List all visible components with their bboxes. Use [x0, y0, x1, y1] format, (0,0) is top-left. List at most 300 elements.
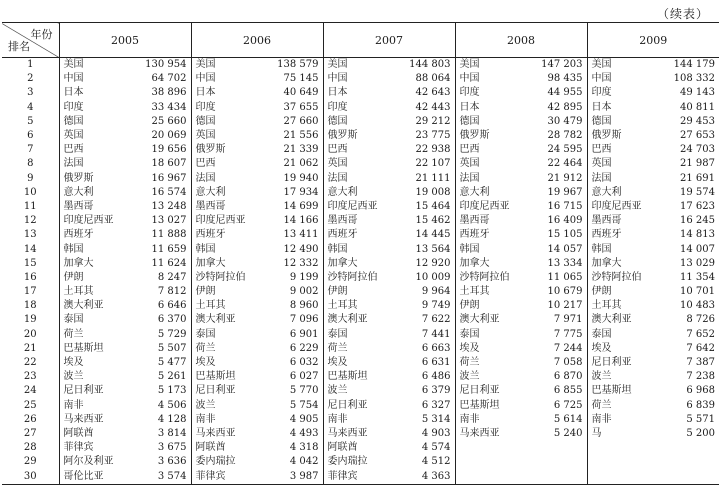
country-cell: 澳大利亚 — [455, 313, 531, 327]
country-cell: 美国 — [323, 58, 399, 73]
value-cell: 6 370 — [157, 314, 187, 326]
country-cell: 中国 — [59, 72, 135, 86]
value-cell: 7 244 — [553, 342, 583, 354]
country-cell: 荷兰 — [587, 399, 663, 413]
value-cell — [531, 441, 587, 455]
value-cell: 5 754 — [289, 399, 319, 411]
rank-cell: 28 — [23, 442, 37, 454]
rank-cell: 14 — [23, 243, 37, 255]
value-cell: 4 512 — [421, 456, 451, 468]
country-cell: 日本 — [191, 86, 267, 100]
rank-cell: 24 — [23, 385, 37, 397]
value-cell: 5 614 — [553, 413, 583, 425]
country-cell: 马来西亚 — [59, 413, 135, 427]
country-cell: 埃及 — [455, 342, 531, 356]
value-cell: 10 701 — [680, 286, 715, 298]
value-cell: 17 934 — [283, 186, 319, 198]
rank-cell: 11 — [23, 200, 37, 212]
year-header-2007: 2007 — [323, 23, 455, 58]
value-cell: 24 703 — [680, 144, 715, 156]
value-cell: 28 782 — [547, 130, 583, 142]
country-cell: 俄罗斯 — [59, 172, 135, 186]
country-cell: 荷兰 — [323, 342, 399, 356]
value-cell: 42 443 — [415, 101, 451, 113]
country-cell: 巴西 — [455, 143, 531, 157]
country-cell: 澳大利亚 — [323, 313, 399, 327]
value-cell: 144 179 — [673, 59, 715, 71]
value-cell: 130 954 — [145, 59, 187, 71]
value-cell — [663, 469, 719, 484]
country-cell: 英国 — [323, 157, 399, 171]
country-cell: 美国 — [455, 58, 531, 73]
value-cell: 40 811 — [680, 101, 715, 113]
value-cell: 7 238 — [686, 371, 715, 383]
value-cell: 22 938 — [415, 144, 451, 156]
value-cell: 16 574 — [151, 186, 187, 198]
country-cell: 印度 — [587, 86, 663, 100]
table-row — [2, 214, 719, 228]
country-cell: 美国 — [59, 58, 135, 73]
table-row — [2, 370, 719, 384]
country-cell: 南非 — [455, 413, 531, 427]
value-cell: 12 920 — [415, 257, 451, 269]
value-cell — [531, 455, 587, 469]
country-cell: 埃及 — [59, 356, 135, 370]
value-cell: 6 032 — [289, 357, 319, 369]
value-cell: 13 248 — [151, 200, 187, 212]
country-cell: 西班牙 — [455, 228, 531, 242]
value-cell — [663, 455, 719, 469]
value-cell: 10 483 — [680, 300, 715, 312]
country-cell: 伊朗 — [191, 285, 267, 299]
country-cell: 印度尼西亚 — [191, 214, 267, 228]
value-cell: 5 571 — [686, 413, 715, 425]
country-cell: 阿联酋 — [59, 427, 135, 441]
rank-cell: 25 — [23, 399, 37, 411]
diagonal-header-cell — [2, 23, 59, 58]
country-cell: 荷兰 — [191, 342, 267, 356]
country-cell: 巴基斯坦 — [323, 370, 399, 384]
value-cell: 4 318 — [289, 442, 319, 454]
value-cell: 21 912 — [547, 172, 583, 184]
country-cell: 加拿大 — [191, 257, 267, 271]
value-cell: 147 203 — [541, 59, 583, 71]
value-cell: 5 507 — [157, 342, 187, 354]
value-cell: 9 199 — [289, 271, 319, 283]
table-row — [2, 257, 719, 271]
country-cell: 波兰 — [59, 370, 135, 384]
value-cell: 22 464 — [547, 158, 583, 170]
country-cell: 意大利 — [191, 186, 267, 200]
table-row — [2, 186, 719, 200]
value-cell: 8 726 — [686, 314, 715, 326]
value-cell: 7 096 — [289, 314, 319, 326]
country-cell: 巴西 — [191, 157, 267, 171]
table-row — [2, 115, 719, 129]
country-cell: 德国 — [587, 115, 663, 129]
country-cell: 西班牙 — [323, 228, 399, 242]
table-row — [2, 157, 719, 171]
country-cell: 委内瑞拉 — [323, 455, 399, 469]
value-cell: 15 105 — [547, 229, 583, 241]
value-cell: 7 652 — [686, 328, 715, 340]
rank-cell: 13 — [23, 229, 37, 241]
country-cell: 法国 — [587, 172, 663, 186]
value-cell: 88 064 — [415, 73, 451, 85]
value-cell: 44 955 — [547, 87, 583, 99]
value-cell: 6 901 — [289, 328, 319, 340]
year-header-2006: 2006 — [191, 23, 323, 58]
country-cell: 韩国 — [59, 242, 135, 256]
value-cell: 17 623 — [680, 200, 715, 212]
country-cell: 巴西 — [587, 143, 663, 157]
country-cell: 印度尼西亚 — [587, 200, 663, 214]
value-cell: 14 057 — [547, 243, 583, 255]
country-cell: 日本 — [59, 86, 135, 100]
country-cell: 英国 — [587, 157, 663, 171]
country-cell: 墨西哥 — [587, 214, 663, 228]
country-cell: 中国 — [455, 72, 531, 86]
value-cell: 21 111 — [415, 172, 451, 184]
rank-cell: 27 — [23, 427, 37, 439]
value-cell — [663, 441, 719, 455]
value-cell: 19 574 — [680, 186, 715, 198]
rank-cell: 12 — [23, 215, 37, 227]
year-header-2005: 2005 — [59, 23, 191, 58]
country-cell: 加拿大 — [59, 257, 135, 271]
value-cell: 4 493 — [289, 427, 319, 439]
country-cell: 英国 — [455, 157, 531, 171]
value-cell: 7 622 — [421, 314, 451, 326]
value-cell: 6 327 — [421, 399, 451, 411]
value-cell: 5 477 — [157, 357, 187, 369]
country-cell: 中国 — [191, 72, 267, 86]
value-cell: 12 332 — [283, 257, 319, 269]
value-cell: 14 699 — [283, 200, 319, 212]
country-cell: 墨西哥 — [323, 214, 399, 228]
value-cell: 14 007 — [680, 243, 715, 255]
value-cell: 6 646 — [157, 300, 187, 312]
country-cell: 哥伦比亚 — [59, 469, 135, 484]
value-cell: 11 659 — [151, 243, 187, 255]
value-cell: 7 387 — [686, 357, 715, 369]
country-cell: 德国 — [59, 115, 135, 129]
rank-cell: 10 — [23, 186, 37, 198]
country-cell: 马来西亚 — [455, 427, 531, 441]
country-cell: 马 — [587, 427, 663, 441]
value-cell: 19 008 — [415, 186, 451, 198]
value-cell: 4 506 — [157, 399, 187, 411]
country-cell: 加拿大 — [455, 257, 531, 271]
country-cell: 委内瑞拉 — [191, 455, 267, 469]
country-cell: 土耳其 — [191, 299, 267, 313]
rank-cell: 8 — [27, 158, 34, 170]
value-cell: 7 441 — [421, 328, 451, 340]
country-cell: 菲律宾 — [191, 469, 267, 484]
country-cell: 墨西哥 — [59, 200, 135, 214]
country-cell: 南非 — [191, 413, 267, 427]
country-cell: 土耳其 — [59, 285, 135, 299]
table-row — [2, 86, 719, 100]
country-cell: 荷兰 — [455, 356, 531, 370]
rank-cell: 19 — [23, 314, 37, 326]
country-cell: 尼日利亚 — [587, 356, 663, 370]
country-cell: 俄罗斯 — [587, 129, 663, 143]
country-cell: 加拿大 — [323, 257, 399, 271]
rank-cell: 4 — [27, 101, 34, 113]
rank-cell: 22 — [23, 357, 37, 369]
table-row — [2, 200, 719, 214]
value-cell: 16 967 — [151, 172, 187, 184]
value-cell: 4 905 — [289, 413, 319, 425]
value-cell: 21 691 — [680, 172, 715, 184]
table-body — [2, 58, 719, 485]
country-cell: 意大利 — [587, 186, 663, 200]
ranking-table — [2, 22, 719, 485]
value-cell: 7 971 — [553, 314, 583, 326]
country-cell: 韩国 — [587, 242, 663, 256]
country-cell: 伊朗 — [59, 271, 135, 285]
country-cell — [587, 455, 663, 469]
year-header-2009: 2009 — [587, 23, 719, 58]
rank-cell: 23 — [23, 371, 37, 383]
value-cell: 38 896 — [151, 87, 187, 99]
rank-cell: 29 — [23, 456, 37, 468]
country-cell: 澳大利亚 — [587, 313, 663, 327]
value-cell: 19 940 — [283, 172, 319, 184]
country-cell — [587, 441, 663, 455]
table-row — [2, 129, 719, 143]
table-row — [2, 342, 719, 356]
rank-cell: 6 — [27, 130, 34, 142]
value-cell: 42 643 — [415, 87, 451, 99]
value-cell: 3 636 — [157, 456, 187, 468]
value-cell: 64 702 — [151, 73, 187, 85]
country-cell: 德国 — [191, 115, 267, 129]
country-cell: 尼日利亚 — [455, 384, 531, 398]
table-row — [2, 299, 719, 313]
value-cell: 42 895 — [547, 101, 583, 113]
country-cell: 南非 — [587, 413, 663, 427]
value-cell: 30 479 — [547, 115, 583, 127]
country-cell: 埃及 — [191, 356, 267, 370]
value-cell: 6 725 — [553, 399, 583, 411]
country-cell: 澳大利亚 — [191, 313, 267, 327]
value-cell: 14 166 — [283, 215, 319, 227]
country-cell: 泰国 — [59, 313, 135, 327]
country-cell: 荷兰 — [59, 328, 135, 342]
country-cell: 德国 — [323, 115, 399, 129]
value-cell: 33 434 — [151, 101, 187, 113]
country-cell: 法国 — [191, 172, 267, 186]
country-cell: 巴基斯坦 — [587, 384, 663, 398]
value-cell: 11 888 — [151, 229, 187, 241]
country-cell: 巴基斯坦 — [191, 370, 267, 384]
country-cell: 俄罗斯 — [323, 129, 399, 143]
table-row — [2, 271, 719, 285]
country-cell: 中国 — [587, 72, 663, 86]
value-cell: 6 229 — [289, 342, 319, 354]
value-cell: 11 354 — [680, 271, 715, 283]
header-row — [2, 23, 719, 58]
country-cell: 日本 — [323, 86, 399, 100]
value-cell — [531, 469, 587, 484]
country-cell: 加拿大 — [587, 257, 663, 271]
country-cell: 法国 — [59, 157, 135, 171]
value-cell: 29 212 — [415, 115, 451, 127]
country-cell: 印度 — [323, 101, 399, 115]
country-cell: 泰国 — [455, 328, 531, 342]
value-cell: 19 656 — [151, 144, 187, 156]
country-cell — [587, 469, 663, 484]
country-cell: 沙特阿拉伯 — [587, 271, 663, 285]
table-row — [2, 399, 719, 413]
value-cell: 6 870 — [553, 371, 583, 383]
value-cell: 15 462 — [415, 215, 451, 227]
value-cell: 6 855 — [553, 385, 583, 397]
country-cell: 巴基斯坦 — [455, 399, 531, 413]
value-cell: 10 217 — [547, 300, 583, 312]
country-cell: 俄罗斯 — [455, 129, 531, 143]
country-cell: 法国 — [323, 172, 399, 186]
country-cell: 日本 — [455, 101, 531, 115]
value-cell: 6 839 — [686, 399, 715, 411]
country-cell: 泰国 — [587, 328, 663, 342]
country-cell: 阿联酋 — [191, 441, 267, 455]
value-cell: 6 379 — [421, 385, 451, 397]
country-cell: 马来西亚 — [323, 427, 399, 441]
country-cell: 澳大利亚 — [59, 299, 135, 313]
country-cell: 印度尼西亚 — [323, 200, 399, 214]
country-cell: 印度 — [59, 101, 135, 115]
country-cell: 巴基斯坦 — [59, 342, 135, 356]
value-cell: 3 814 — [157, 427, 187, 439]
value-cell: 4 042 — [289, 456, 319, 468]
table-row — [2, 441, 719, 455]
country-cell: 伊朗 — [323, 285, 399, 299]
country-cell: 阿尔及利亚 — [59, 455, 135, 469]
country-cell: 沙特阿拉伯 — [191, 271, 267, 285]
table-row — [2, 228, 719, 242]
country-cell: 菲律宾 — [59, 441, 135, 455]
value-cell: 10 009 — [415, 271, 451, 283]
year-label: 年份 — [30, 28, 53, 41]
country-cell: 尼日利亚 — [191, 384, 267, 398]
country-cell: 意大利 — [59, 186, 135, 200]
country-cell: 西班牙 — [587, 228, 663, 242]
value-cell: 6 663 — [421, 342, 451, 354]
country-cell: 巴西 — [59, 143, 135, 157]
country-cell: 意大利 — [323, 186, 399, 200]
value-cell: 9 749 — [421, 300, 451, 312]
rank-cell: 21 — [23, 342, 37, 354]
value-cell: 21 339 — [283, 144, 319, 156]
table-row — [2, 285, 719, 299]
country-cell: 法国 — [455, 172, 531, 186]
rank-cell: 18 — [23, 300, 37, 312]
value-cell: 5 261 — [157, 371, 187, 383]
value-cell: 37 655 — [283, 101, 319, 113]
country-cell: 马来西亚 — [191, 427, 267, 441]
country-cell: 泰国 — [191, 328, 267, 342]
value-cell: 16 409 — [547, 215, 583, 227]
value-cell: 4 363 — [399, 469, 455, 484]
value-cell: 13 334 — [547, 257, 583, 269]
value-cell: 49 143 — [680, 87, 715, 99]
value-cell: 10 679 — [547, 286, 583, 298]
value-cell: 29 453 — [680, 115, 715, 127]
value-cell: 20 069 — [151, 130, 187, 142]
country-cell: 泰国 — [323, 328, 399, 342]
rank-cell: 7 — [27, 144, 34, 156]
table-row — [2, 469, 719, 484]
table-row — [2, 356, 719, 370]
country-cell: 菲律宾 — [323, 469, 399, 484]
value-cell: 18 607 — [151, 158, 187, 170]
country-cell: 中国 — [323, 72, 399, 86]
value-cell: 13 029 — [680, 257, 715, 269]
country-cell: 伊朗 — [455, 299, 531, 313]
value-cell: 13 564 — [415, 243, 451, 255]
country-cell: 沙特阿拉伯 — [323, 271, 399, 285]
country-cell: 波兰 — [323, 384, 399, 398]
country-cell: 印度尼西亚 — [455, 200, 531, 214]
table-row — [2, 143, 719, 157]
country-cell: 土耳其 — [587, 299, 663, 313]
value-cell: 6 968 — [686, 385, 715, 397]
value-cell: 15 464 — [415, 200, 451, 212]
table-row — [2, 427, 719, 441]
value-cell: 13 027 — [151, 215, 187, 227]
value-cell: 144 803 — [409, 59, 451, 71]
country-cell — [455, 441, 531, 455]
country-cell: 韩国 — [323, 242, 399, 256]
value-cell: 6 631 — [421, 357, 451, 369]
value-cell: 16 715 — [547, 200, 583, 212]
country-cell: 美国 — [191, 58, 267, 73]
table-row — [2, 328, 719, 342]
value-cell: 11 065 — [547, 271, 583, 283]
rank-cell: 20 — [23, 328, 37, 340]
value-cell: 6 486 — [421, 371, 451, 383]
value-cell: 19 967 — [547, 186, 583, 198]
table-row — [2, 242, 719, 256]
value-cell: 4 903 — [421, 427, 451, 439]
rank-label: 排名 — [8, 40, 30, 53]
value-cell: 3 987 — [267, 469, 323, 484]
value-cell: 21 556 — [283, 130, 319, 142]
value-cell: 7 058 — [553, 357, 583, 369]
table-row — [2, 58, 719, 73]
year-header-2008: 2008 — [455, 23, 587, 58]
value-cell: 40 649 — [283, 87, 319, 99]
value-cell: 8 960 — [289, 300, 319, 312]
country-cell — [455, 455, 531, 469]
rank-cell: 1 — [27, 59, 34, 71]
country-cell: 俄罗斯 — [191, 143, 267, 157]
country-cell: 德国 — [455, 115, 531, 129]
value-cell: 7 642 — [686, 342, 715, 354]
value-cell: 6 027 — [289, 371, 319, 383]
table-row — [2, 172, 719, 186]
country-cell: 埃及 — [587, 342, 663, 356]
country-cell: 波兰 — [191, 399, 267, 413]
table-row — [2, 455, 719, 469]
value-cell: 23 775 — [415, 130, 451, 142]
value-cell: 21 062 — [283, 158, 319, 170]
country-cell — [455, 469, 531, 484]
value-cell: 4 128 — [157, 413, 187, 425]
